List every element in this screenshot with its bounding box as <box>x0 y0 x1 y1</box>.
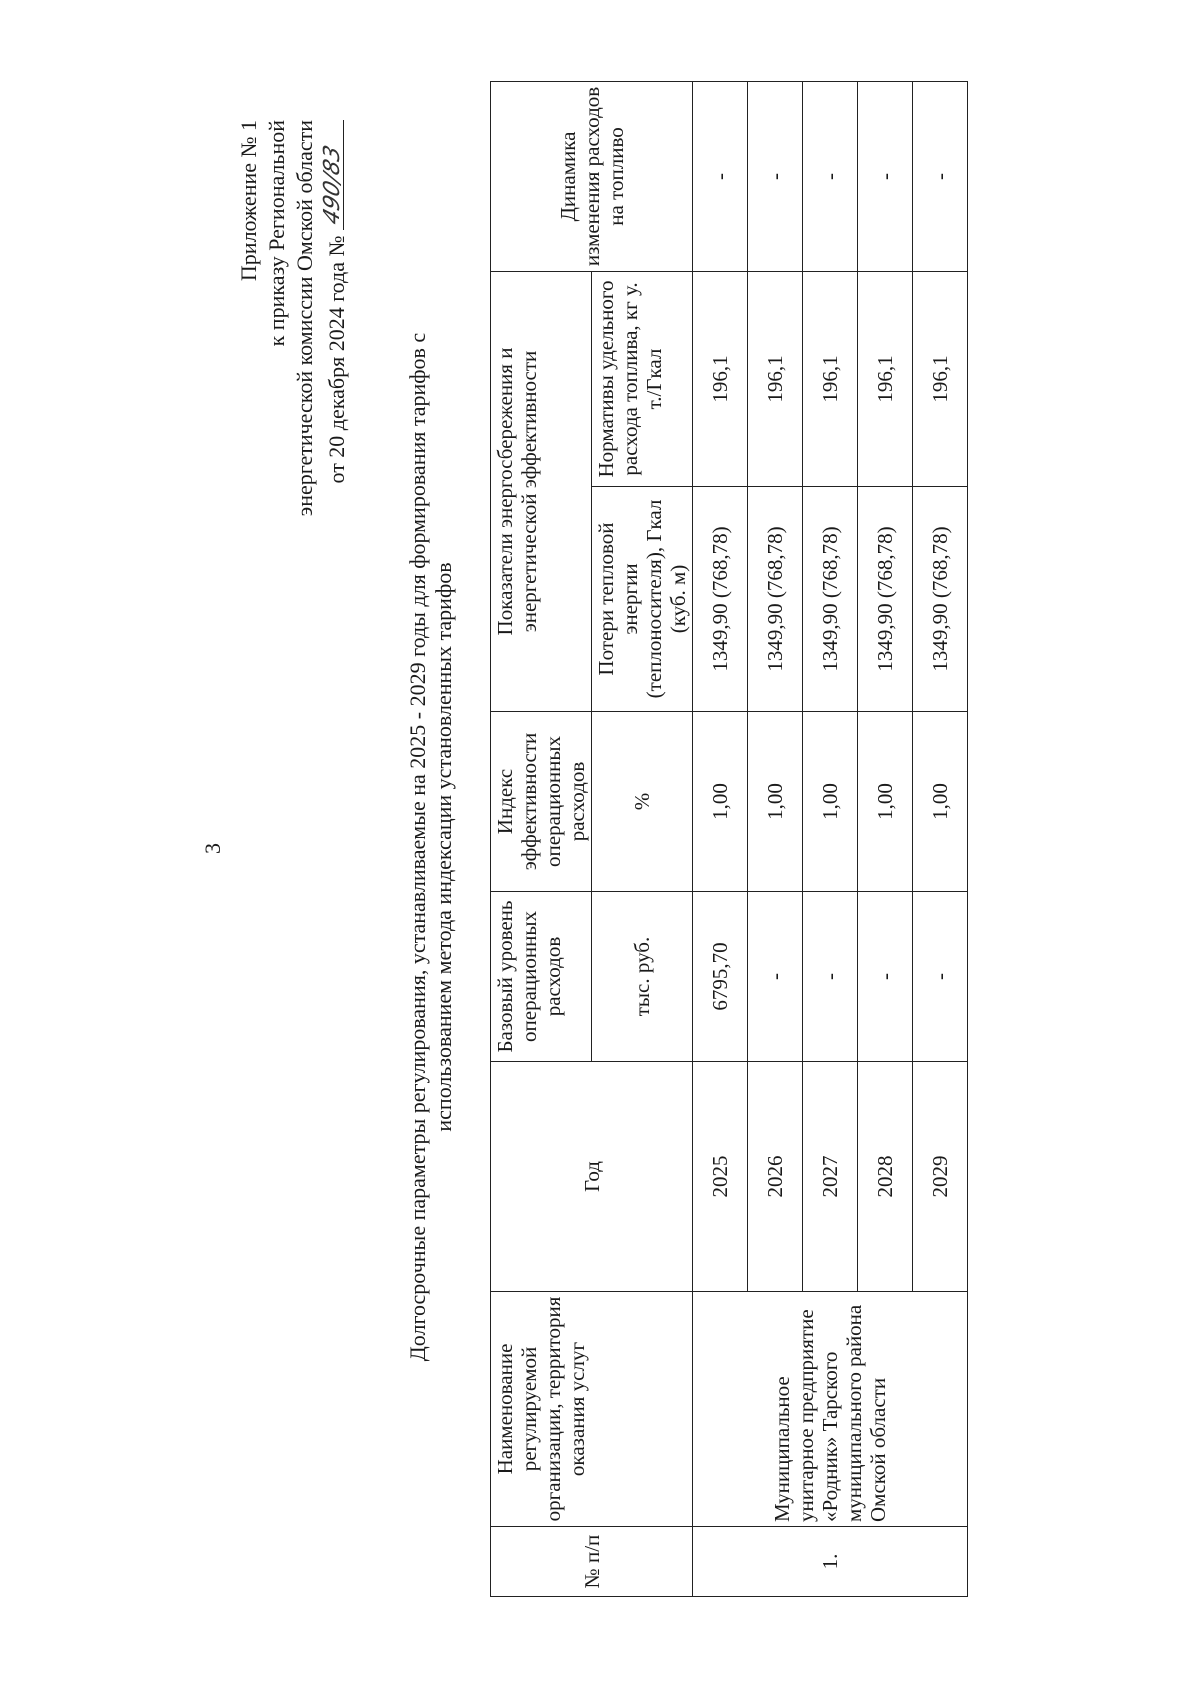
header-fuel-norms: Нормативы удельного расхода топлива, кг у. т./Гкал <box>592 271 693 486</box>
cell-heat-losses: 1349,90 (768,78) <box>748 487 803 712</box>
unit-efficiency-index: % <box>592 712 693 892</box>
cell-base-level: - <box>748 892 803 1062</box>
cell-year: 2029 <box>913 1062 968 1292</box>
cell-heat-losses: 1349,90 (768,78) <box>858 487 913 712</box>
header-energy-indicators: Показатели энергосбережения и энергетической эффективности <box>491 271 592 711</box>
cell-heat-losses: 1349,90 (768,78) <box>913 487 968 712</box>
cell-base-level: - <box>913 892 968 1062</box>
cell-year: 2025 <box>693 1062 748 1292</box>
title-line: Долгосрочные параметры регулирования, устанавливаемые на 2025 - 2029 годы для формирования тарифов с <box>405 332 430 1362</box>
order-number-field <box>319 120 344 230</box>
header-heat-losses: Потери тепловой энергии (теплоносителя), Гкал (куб. м) <box>592 487 693 712</box>
cell-year: 2026 <box>748 1062 803 1292</box>
header-fuel-dynamics: Динамика изменения расходов на топливо <box>491 81 693 271</box>
cell-base-level: 6795,70 <box>693 892 748 1062</box>
cell-fuel-norms: 196,1 <box>693 271 748 486</box>
cell-fuel-dynamics: - <box>803 81 858 271</box>
cell-base-level: - <box>803 892 858 1062</box>
table-row <box>693 81 748 1596</box>
cell-fuel-norms: 196,1 <box>858 271 913 486</box>
appendix-header <box>235 120 351 516</box>
appendix-line: Приложение № 1 <box>236 120 261 282</box>
cell-fuel-dynamics: - <box>858 81 913 271</box>
organization-name: Муниципальное унитарное предприятие «Родник» Тарского муниципального района Омской области <box>693 1292 968 1527</box>
cell-fuel-dynamics: - <box>693 81 748 271</box>
cell-fuel-dynamics: - <box>913 81 968 271</box>
appendix-date: от 20 декабря 2024 года № <box>324 235 349 484</box>
cell-fuel-norms: 196,1 <box>913 271 968 486</box>
appendix-date-line <box>319 120 351 516</box>
cell-efficiency-index: 1,00 <box>858 712 913 892</box>
header-organization: Наименование регулируемой организации, территория оказания услуг <box>491 1292 693 1527</box>
cell-efficiency-index: 1,00 <box>913 712 968 892</box>
parameters-table <box>490 81 968 1597</box>
order-number-handwritten: 490/83 <box>320 142 345 228</box>
cell-fuel-dynamics: - <box>748 81 803 271</box>
cell-heat-losses: 1349,90 (768,78) <box>693 487 748 712</box>
unit-base-level: тыс. руб. <box>592 892 693 1062</box>
cell-heat-losses: 1349,90 (768,78) <box>803 487 858 712</box>
header-base-level: Базовый уровень операционных расходов <box>491 892 592 1062</box>
cell-base-level: - <box>858 892 913 1062</box>
title-line: использованием метода индексации установленных тарифов <box>431 562 456 1132</box>
cell-efficiency-index: 1,00 <box>803 712 858 892</box>
header-year: Год <box>491 1062 693 1292</box>
header-efficiency-index: Индекс эффективности операционных расходов <box>491 712 592 892</box>
header-num: № п/п <box>491 1527 693 1597</box>
page-number: 3 <box>200 843 225 854</box>
cell-year: 2028 <box>858 1062 913 1292</box>
cell-efficiency-index: 1,00 <box>748 712 803 892</box>
cell-fuel-norms: 196,1 <box>803 271 858 486</box>
appendix-line: к приказу Региональной <box>264 120 289 347</box>
document-title <box>405 257 457 1437</box>
row-number: 1. <box>693 1527 968 1597</box>
cell-year: 2027 <box>803 1062 858 1292</box>
appendix-line: энергетической комиссии Омской области <box>292 120 317 517</box>
cell-efficiency-index: 1,00 <box>693 712 748 892</box>
cell-fuel-norms: 196,1 <box>748 271 803 486</box>
